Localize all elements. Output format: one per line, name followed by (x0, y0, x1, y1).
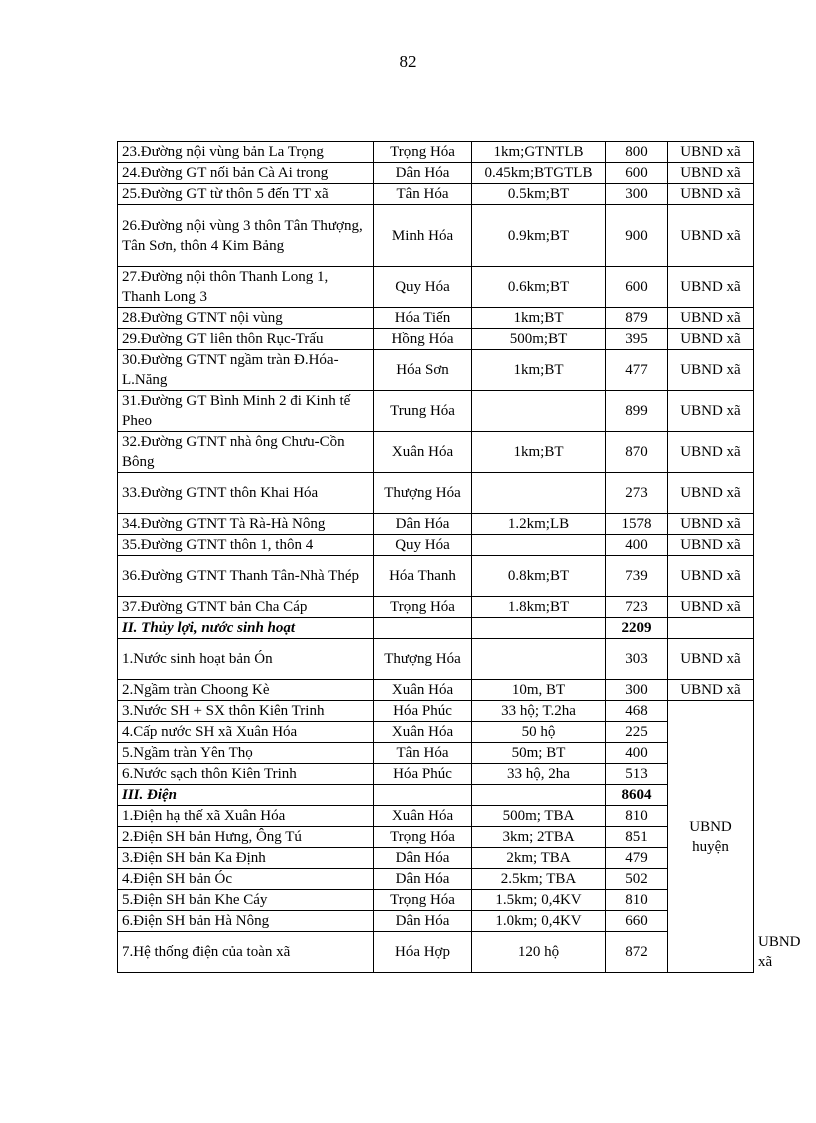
table-row (118, 827, 754, 848)
scale: 0.8km;BT (472, 556, 606, 597)
table-row (118, 680, 754, 701)
commune: Dân Hóa (374, 911, 472, 932)
table-row (118, 701, 754, 722)
value: 900 (606, 205, 668, 267)
table-row (118, 267, 754, 308)
scale: 1km;GTNTLB (472, 142, 606, 163)
commune: Thượng Hóa (374, 639, 472, 680)
project-name: 24.Đường GT nối bản Cà Ai trong (118, 163, 374, 184)
project-name: 5.Điện SH bản Khe Cáy (118, 890, 374, 911)
project-name: 3.Nước SH + SX thôn Kiên Trinh (118, 701, 374, 722)
scale: 500m;BT (472, 329, 606, 350)
table-row (118, 890, 754, 911)
project-name: 27.Đường nội thôn Thanh Long 1, Thanh Long 3 (118, 267, 374, 308)
commune: Trọng Hóa (374, 890, 472, 911)
value: 468 (606, 701, 668, 722)
value: 723 (606, 597, 668, 618)
owner: UBND xã (668, 639, 754, 680)
scale: 0.6km;BT (472, 267, 606, 308)
commune: Hóa Tiến (374, 308, 472, 329)
value: 800 (606, 142, 668, 163)
table-row (118, 597, 754, 618)
project-name: 3.Điện SH bản Ka Định (118, 848, 374, 869)
owner: UBND xã (668, 329, 754, 350)
table-row (118, 869, 754, 890)
scale: 500m; TBA (472, 806, 606, 827)
value: 851 (606, 827, 668, 848)
commune: Xuân Hóa (374, 680, 472, 701)
commune: Quy Hóa (374, 535, 472, 556)
value: 400 (606, 743, 668, 764)
project-name: 1.Nước sinh hoạt bản Ón (118, 639, 374, 680)
scale: 33 hộ; T.2ha (472, 701, 606, 722)
value: 870 (606, 432, 668, 473)
scale: 0.45km;BTGTLB (472, 163, 606, 184)
commune: Hóa Thanh (374, 556, 472, 597)
project-name: 35.Đường GTNT thôn 1, thôn 4 (118, 535, 374, 556)
page-number: 82 (399, 52, 417, 71)
value: 395 (606, 329, 668, 350)
commune: Hóa Sơn (374, 350, 472, 391)
project-name: 31.Đường GT Bình Minh 2 đi Kinh tế Pheo (118, 391, 374, 432)
scale: 1km;BT (472, 308, 606, 329)
scale: 1.0km; 0,4KV (472, 911, 606, 932)
table-row (118, 205, 754, 267)
scale: 33 hộ, 2ha (472, 764, 606, 785)
project-name: 1.Điện hạ thế xã Xuân Hóa (118, 806, 374, 827)
scale: 50 hộ (472, 722, 606, 743)
commune: Thượng Hóa (374, 473, 472, 514)
owner: UBND xã (668, 350, 754, 391)
project-name: 32.Đường GTNT nhà ông Chưu-Cồn Bông (118, 432, 374, 473)
value: 600 (606, 267, 668, 308)
scale: 1.2km;LB (472, 514, 606, 535)
value: 600 (606, 163, 668, 184)
project-name: 33.Đường GTNT thôn Khai Hóa (118, 473, 374, 514)
value: 872 (606, 932, 668, 973)
value: 899 (606, 391, 668, 432)
scale: 1.8km;BT (472, 597, 606, 618)
project-name: 23.Đường nội vùng bản La Trọng (118, 142, 374, 163)
project-name: 37.Đường GTNT bản Cha Cáp (118, 597, 374, 618)
owner: UBND xã (668, 597, 754, 618)
value: 300 (606, 184, 668, 205)
commune: Tân Hóa (374, 184, 472, 205)
project-name: 2.Ngầm tràn Choong Kè (118, 680, 374, 701)
owner: UBND xã (668, 184, 754, 205)
scale (472, 473, 606, 514)
owner: UBND xã (668, 391, 754, 432)
table-row (118, 432, 754, 473)
scale (472, 639, 606, 680)
project-name: 34.Đường GTNT Tà Rà-Hà Nông (118, 514, 374, 535)
project-name: 36.Đường GTNT Thanh Tân-Nhà Thép (118, 556, 374, 597)
scale: 1.5km; 0,4KV (472, 890, 606, 911)
commune: Trung Hóa (374, 391, 472, 432)
section-row-electricity (118, 785, 754, 806)
scale: 3km; 2TBA (472, 827, 606, 848)
owner: UBND xã (668, 514, 754, 535)
table-row (118, 764, 754, 785)
owner: UBND xã (668, 205, 754, 267)
commune (374, 785, 472, 806)
table-row (118, 350, 754, 391)
value: 810 (606, 806, 668, 827)
table-row (118, 639, 754, 680)
project-name: 25.Đường GT từ thôn 5 đến TT xã (118, 184, 374, 205)
commune: Quy Hóa (374, 267, 472, 308)
value: 477 (606, 350, 668, 391)
owner: UBND xã (668, 535, 754, 556)
project-name: 30.Đường GTNT ngầm tràn Đ.Hóa-L.Năng (118, 350, 374, 391)
table-row (118, 163, 754, 184)
table-row (118, 743, 754, 764)
commune: Dân Hóa (374, 869, 472, 890)
commune: Dân Hóa (374, 848, 472, 869)
scale: 120 hộ (472, 932, 606, 973)
owner: UBND xã (668, 680, 754, 701)
scale (472, 391, 606, 432)
section-row-irrigation (118, 618, 754, 639)
commune: Xuân Hóa (374, 806, 472, 827)
table-row (118, 308, 754, 329)
project-name: 6.Điện SH bản Hà Nông (118, 911, 374, 932)
scale: 10m, BT (472, 680, 606, 701)
commune: Hóa Phúc (374, 764, 472, 785)
table-row (118, 535, 754, 556)
commune: Hồng Hóa (374, 329, 472, 350)
project-name: 2.Điện SH bản Hưng, Ông Tú (118, 827, 374, 848)
commune: Xuân Hóa (374, 432, 472, 473)
table-row (118, 391, 754, 432)
scale: 1km;BT (472, 350, 606, 391)
commune (374, 618, 472, 639)
commune: Xuân Hóa (374, 722, 472, 743)
table-row (118, 473, 754, 514)
scale: 2.5km; TBA (472, 869, 606, 890)
scale: 50m; BT (472, 743, 606, 764)
commune: Dân Hóa (374, 163, 472, 184)
table-row: 7.Hệ thống điện của toàn xã Hóa Hợp 120 hộ 872 UBND xã (118, 932, 754, 973)
table-row (118, 184, 754, 205)
project-name: 4.Điện SH bản Óc (118, 869, 374, 890)
owner-merged: UBND huyện (668, 701, 754, 973)
section-total: 8604 (606, 785, 668, 806)
scale: 1km;BT (472, 432, 606, 473)
scale (472, 785, 606, 806)
owner: UBND xã (668, 432, 754, 473)
scale (472, 618, 606, 639)
project-name: 6.Nước sạch thôn Kiên Trinh (118, 764, 374, 785)
project-table (117, 141, 801, 973)
table-row (118, 514, 754, 535)
scale: 0.5km;BT (472, 184, 606, 205)
value: 810 (606, 890, 668, 911)
value: 513 (606, 764, 668, 785)
project-name: 5.Ngầm tràn Yên Thọ (118, 743, 374, 764)
value: 300 (606, 680, 668, 701)
table-row (118, 142, 754, 163)
scale: 2km; TBA (472, 848, 606, 869)
value: 502 (606, 869, 668, 890)
value: 739 (606, 556, 668, 597)
owner: UBND xã (668, 267, 754, 308)
owner: UBND xã (668, 308, 754, 329)
project-name: 28.Đường GTNT nội vùng (118, 308, 374, 329)
value: 660 (606, 911, 668, 932)
owner: UBND xã (668, 163, 754, 184)
section-title: III. Điện (118, 785, 374, 806)
table-row (118, 911, 754, 932)
table-row (118, 722, 754, 743)
owner: UBND xã (668, 142, 754, 163)
value: 225 (606, 722, 668, 743)
value: 303 (606, 639, 668, 680)
value: 273 (606, 473, 668, 514)
table-row (118, 848, 754, 869)
commune: Hóa Phúc (374, 701, 472, 722)
table-row (118, 329, 754, 350)
commune: Trọng Hóa (374, 827, 472, 848)
table-row (118, 556, 754, 597)
value: 1578 (606, 514, 668, 535)
value: 879 (606, 308, 668, 329)
owner (668, 618, 754, 639)
commune: Dân Hóa (374, 514, 472, 535)
section-total: 2209 (606, 618, 668, 639)
value: 400 (606, 535, 668, 556)
commune: Hóa Hợp (374, 932, 472, 973)
project-name: 29.Đường GT liên thôn Rục-Trấu (118, 329, 374, 350)
project-name: 4.Cấp nước SH xã Xuân Hóa (118, 722, 374, 743)
value: 479 (606, 848, 668, 869)
owner: UBND xã (668, 473, 754, 514)
table-row (118, 806, 754, 827)
commune: Trọng Hóa (374, 142, 472, 163)
scale: 0.9km;BT (472, 205, 606, 267)
commune: Trọng Hóa (374, 597, 472, 618)
project-name: 7.Hệ thống điện của toàn xã (118, 932, 374, 973)
commune: Tân Hóa (374, 743, 472, 764)
owner: UBND xã (668, 556, 754, 597)
commune: Minh Hóa (374, 205, 472, 267)
scale (472, 535, 606, 556)
project-name: 26.Đường nội vùng 3 thôn Tân Thượng, Tân Sơn, thôn 4 Kim Bảng (118, 205, 374, 267)
section-title: II. Thủy lợi, nước sinh hoạt (118, 618, 374, 639)
